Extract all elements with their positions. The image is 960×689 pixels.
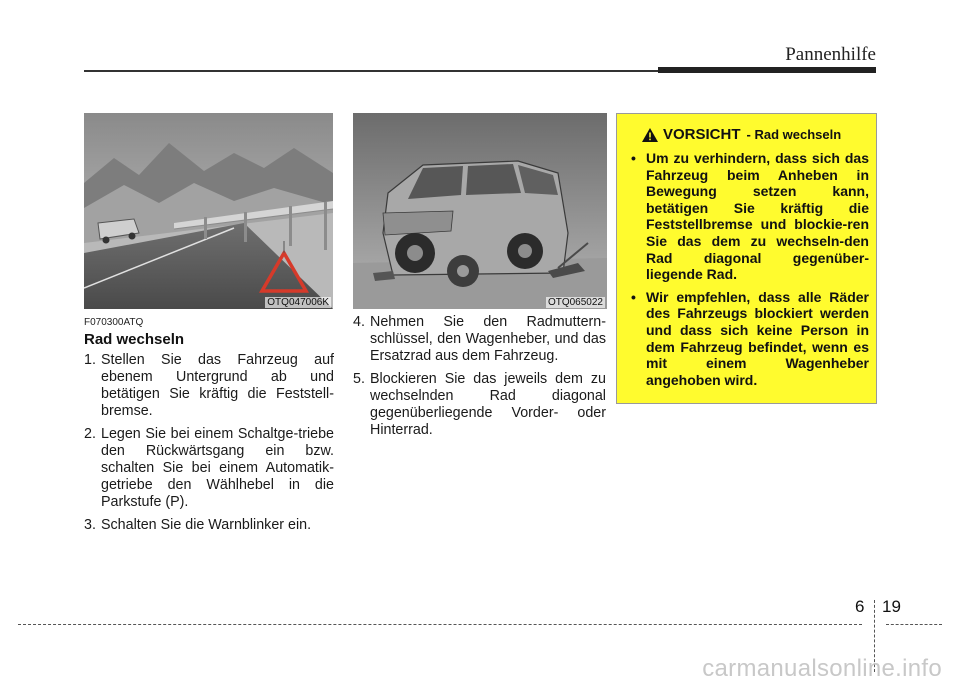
- footer-rule-right: [886, 624, 942, 625]
- caution-item: • Um zu verhindern, dass sich das Fahrzeug beim Anheben in Bewegung setzen kann, betätigen Sie kräftig die Feststellbremse und blockie-ren Sie das dem zu wechseln-den Rad diagonal gegenüber-liegende Rad.: [631, 150, 869, 283]
- step-item: 2. Legen Sie bei einem Schaltge-triebe den Rückwärtsgang ein bzw. schalten Sie bei einem Automatik-getriebe den Wählhebel in die Parkstufe (P).: [84, 426, 334, 510]
- van-illustration: [353, 113, 607, 309]
- section-title: Rad wechseln: [84, 331, 185, 348]
- step-item: 4. Nehmen Sie den Radmuttern-schlüssel, den Wagenheber, und das Ersatzrad aus dem Fahrzeug.: [353, 314, 606, 364]
- caution-subtitle: - Rad wechseln: [746, 127, 842, 142]
- caution-list: [631, 150, 869, 394]
- chapter-number: 6: [855, 597, 865, 616]
- header-rule-accent: [658, 67, 876, 73]
- header-rule: [84, 70, 664, 72]
- step-text: Legen Sie bei einem Schaltge-triebe den Rückwärtsgang ein bzw. schalten Sie bei einem Automatik-getriebe den Wählhebel in die Parkstufe (P).: [101, 426, 334, 510]
- roadside-illustration: [84, 113, 333, 309]
- caution-item: • Wir empfehlen, dass alle Räder des Fahrzeugs blockiert werden und dass sich keine Person in dem Fahrzeug befindet, wenn es mit einem Wagenheber angehoben wird.: [631, 288, 869, 388]
- caution-header: [641, 126, 841, 143]
- caution-item-text: Wir empfehlen, dass alle Räder des Fahrzeugs blockiert werden und dass sich keine Person in dem Fahrzeug befindet, wenn es mit einem Wagenheber angehoben wird.: [646, 288, 869, 388]
- page-header-title: Pannenhilfe: [785, 44, 876, 65]
- step-text: Nehmen Sie den Radmuttern-schlüssel, den Wagenheber, und das Ersatzrad aus dem Fahrzeug.: [370, 314, 606, 364]
- step-item: 1. Stellen Sie das Fahrzeug auf ebenem Untergrund ab und betätigen Sie kräftig die Feststell-bremse.: [84, 352, 334, 419]
- footer-rule: [18, 624, 862, 625]
- watermark-text: carmanualsonline.info: [702, 655, 942, 682]
- caution-box: [616, 113, 877, 404]
- warning-triangle-icon: [641, 127, 659, 143]
- steps-list-right: [353, 314, 606, 445]
- steps-list-left: [84, 352, 334, 540]
- step-text: Stellen Sie das Fahrzeug auf ebenem Untergrund ab und betätigen Sie kräftig die Feststell-bremse.: [101, 352, 334, 419]
- step-item: 5. Blockieren Sie das jeweils dem zu wechselnden Rad diagonal gegenüberliegende Vorder- oder Hinterrad.: [353, 371, 606, 438]
- caution-item-text: Um zu verhindern, dass sich das Fahrzeug beim Anheben in Bewegung setzen kann, betätigen Sie kräftig die Feststellbremse und blockie-ren Sie das dem zu wechseln-den Rad diagonal gegenüber-liegende Rad.: [646, 150, 869, 283]
- caution-title: VORSICHT: [663, 126, 741, 143]
- step-text: Schalten Sie die Warnblinker ein.: [101, 517, 312, 533]
- figure-warning-triangle: [84, 113, 333, 309]
- figure-code: OTQ047006K: [267, 297, 329, 308]
- figure-van-jack: [353, 113, 607, 309]
- figure-code: OTQ065022: [547, 297, 603, 308]
- page-number: 19: [882, 597, 901, 616]
- step-text: Blockieren Sie das jeweils dem zu wechselnden Rad diagonal gegenüberliegende Vorder- oder Hinterrad.: [370, 371, 606, 438]
- section-reference-code: F070300ATQ: [84, 317, 144, 328]
- step-item: 3. Schalten Sie die Warnblinker ein.: [84, 517, 312, 533]
